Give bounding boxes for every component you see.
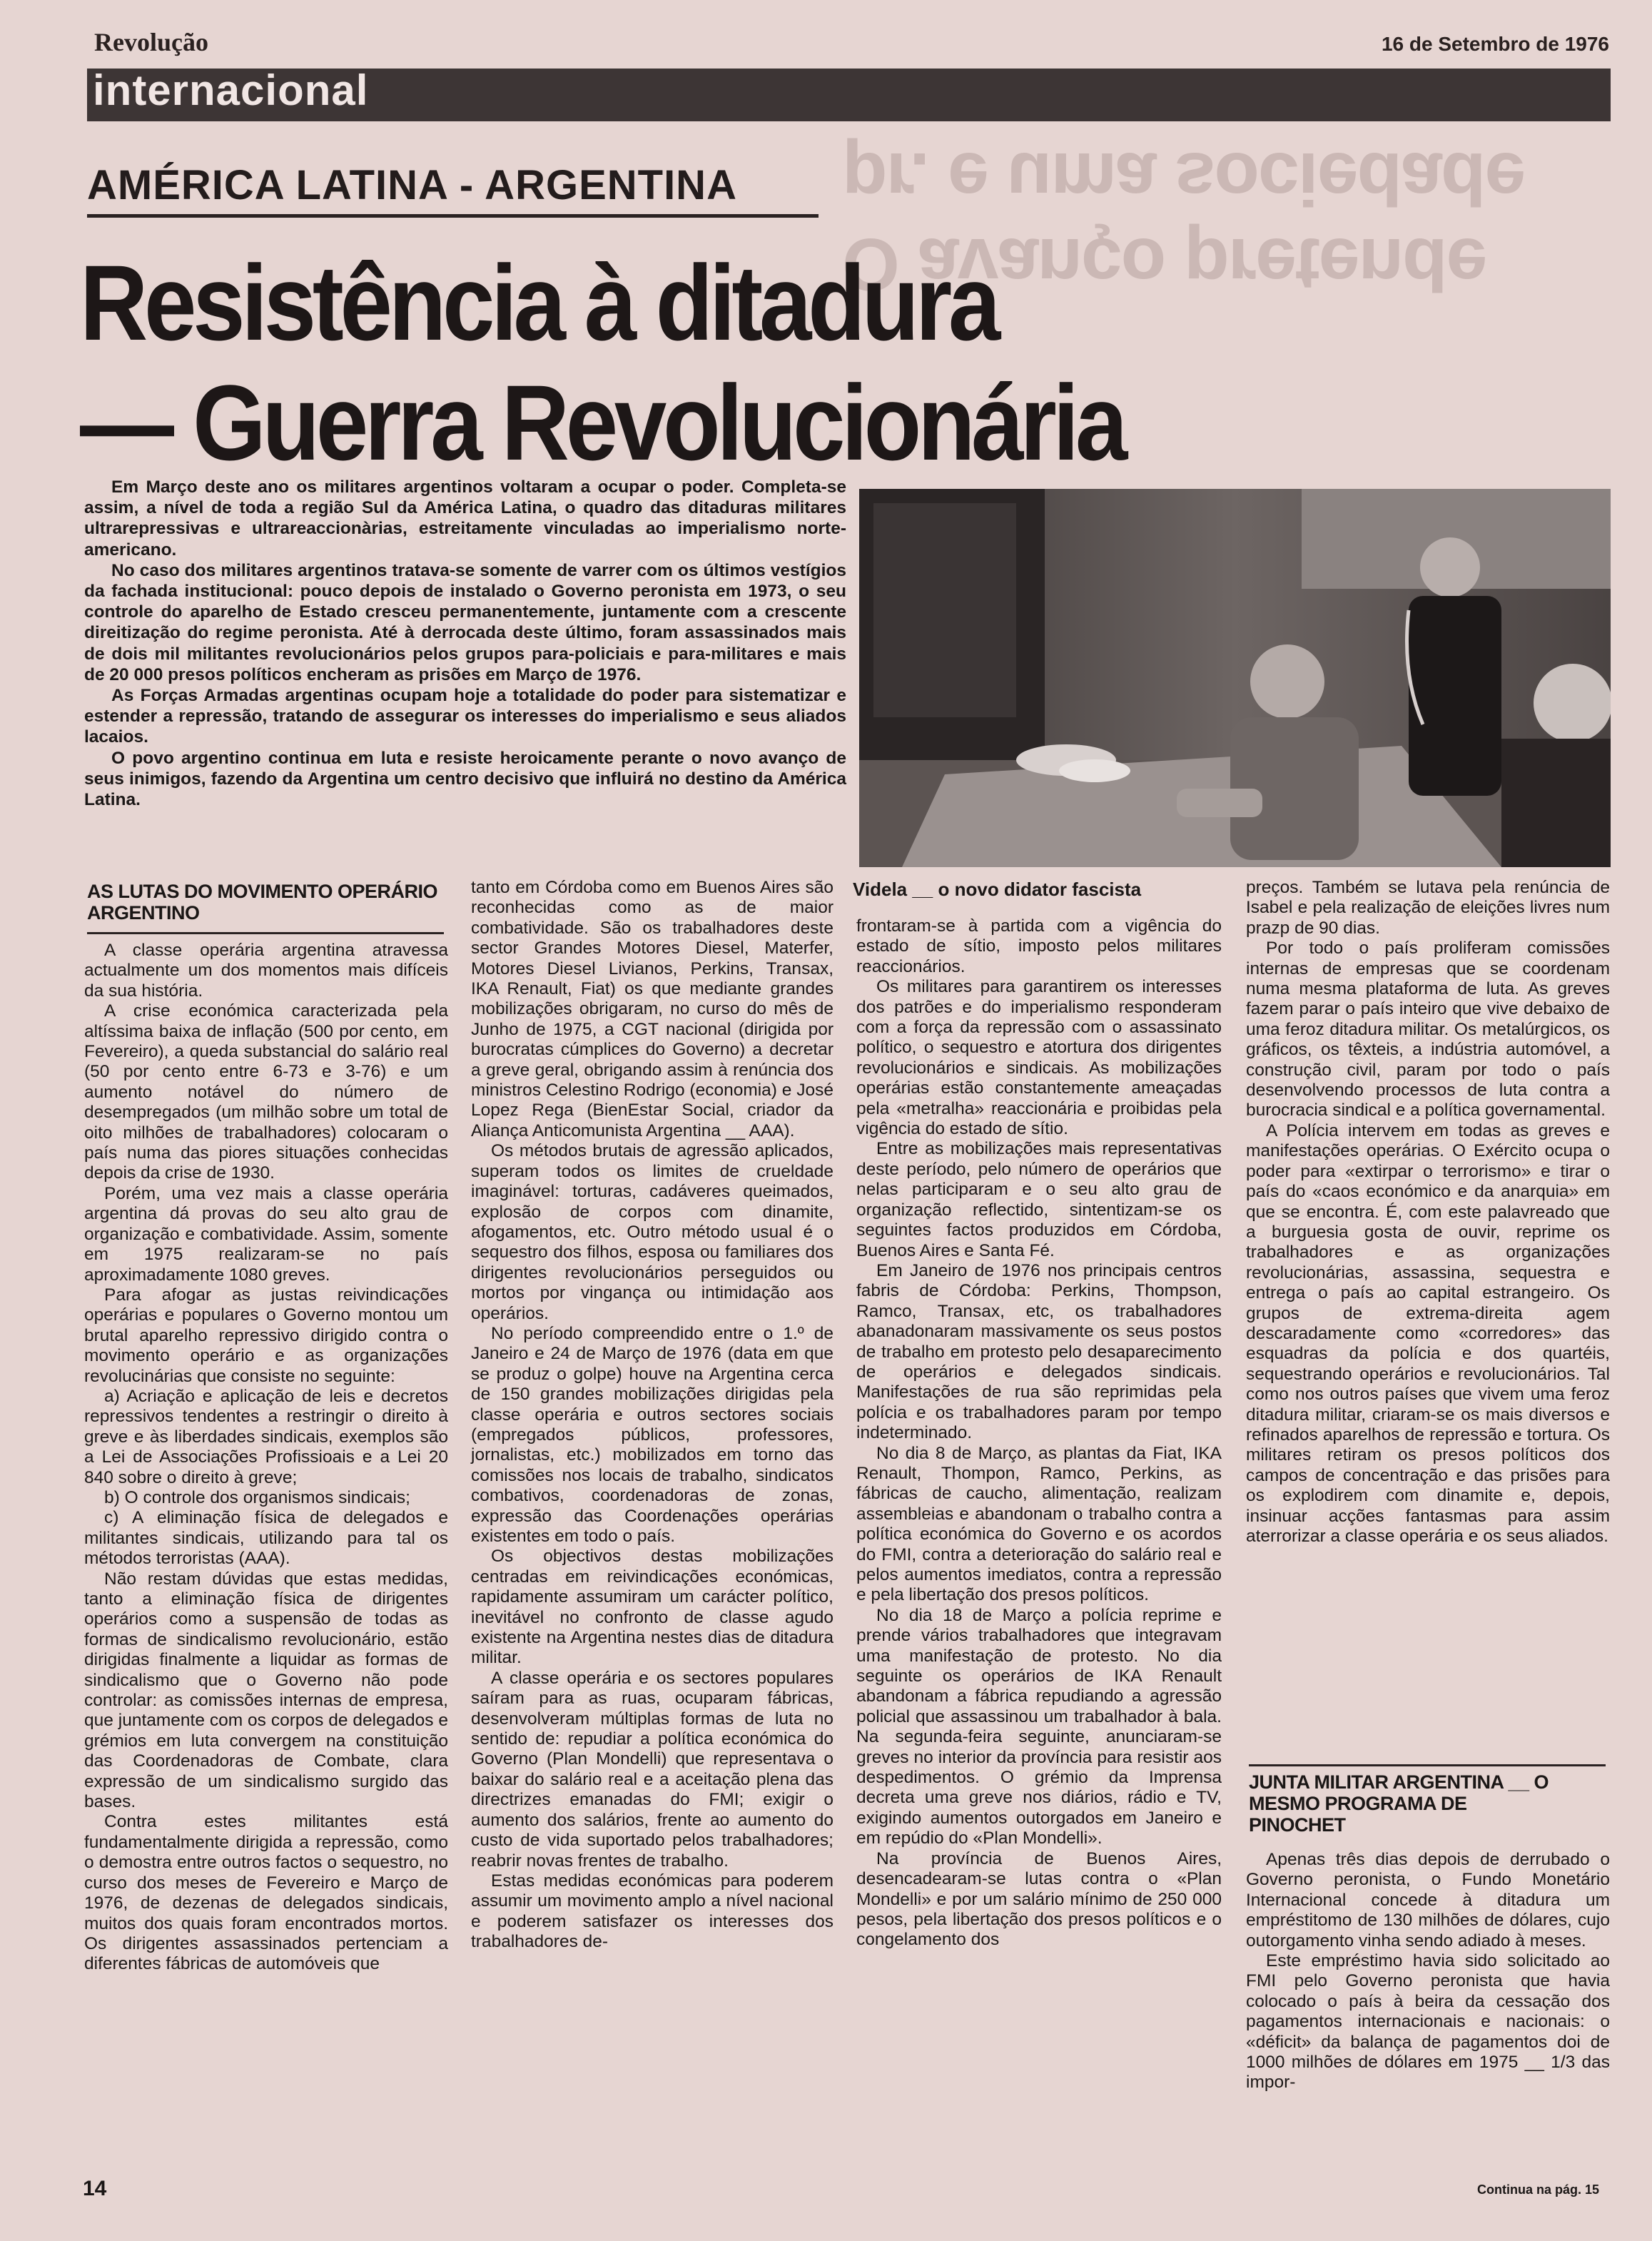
kicker: AMÉRICA LATINA - ARGENTINA [87,162,737,208]
paragraph: c) A eliminação física de delegados e militantes sindicais, utilizando para tal os métodos terroristas (AAA). [84,1508,448,1569]
paragraph: Por todo o país proliferam comissões internas de empresas que se coordenam numa mesma plataforma de luta. As greves fazem parar o país inteiro que vive debaixo de uma feroz ditadura militar. Os metalúrgicos, os gráficos, os têxteis, a indústria automóvel, a construção civil, param por todo o país desenvolvendo processos de luta contra a burocracia sindical e a política governamental. [1246,939,1610,1120]
paragraph: Apenas três dias depois de derrubado o Governo peronista, o Fundo Monetário Internacional concede à ditadura um empréstitomo de 130 milhões de dólares, cujo outorgamento vinha sendo adiado à meses. [1246,1850,1610,1951]
paragraph: A crise económica caracterizada pela altíssima baixa de inflação (500 por cento, em Fevereiro), a queda substancial do salário real (50 por cento entre 6-73 e 3-76) e um aumento notável do número de desempregados (um milhão sobre um total de oito milhões de trabalhadores) colocaram o país numa das piores situações conhecidas depois da crise de 1930. [84,1001,448,1183]
news-photo [859,489,1611,867]
paragraph: Os métodos brutais de agressão aplicados, superam todos os limites de crueldade imaginável: torturas, cadáveres queimados, explosão de corpos com dinamite, afogamentos, etc. Outro método usual é o sequestro dos filhos, esposa ou familiares dos dirigentes revolucionários perseguidos ou mortos por vingança ou intimidação aos operários. [471,1141,833,1323]
paragraph: Em Janeiro de 1976 nos principais centros fabris de Córdoba: Perkins, Thompson, Ramco, Transax, etc, os trabalhadores abanadonaram massivamente os seus postos de trabalho em protesto pelo desaparecimento de operários e delegados sindicais. Manifestações de rua são reprimidas pela polícia e os trabalhadores param por tempo indeterminado. [856,1260,1222,1443]
photo-illustration [859,489,1611,867]
paragraph: Os objectivos destas mobilizações centradas em reivindicações económicas, rapidamente assumiram um carácter político, inevitável no confronto de classe agudo existente na Argentina nestes dias de ditadura militar. [471,1547,833,1668]
paragraph: Contra estes militantes está fundamentalmente dirigida a repressão, como o demostra entre outros factos o sequestro, no curso dos meses de Fevereiro e Março de 1976, de dezenas de delegados sindicais, muitos dos quais foram encontrados mortos. Os dirigentes assassinados pertenciam a diferentes fábricas de automóveis que [84,1812,448,1974]
subhead-movimento-operario: AS LUTAS DO MOVIMENTO OPERÁRIO ARGENTINO [87,881,438,924]
headline-line-1: Resistência à ditadura [80,243,998,363]
paragraph: Os militares para garantirem os interesses dos patrões e do imperialismo responderam com a força da repressão com o assassinato político, o sequestro e atortura dos dirigentes revolucionários e sindicais. As mobilizações operárias estão constantemente ameaçadas pela «metralha» reaccionária e proibidas pela vigência do estado de sítio. [856,977,1222,1139]
lead-paragraph: O povo argentino continua em luta e resiste heroicamente perante o novo avanço de seus inimigos, fazendo da Argentina um centro decisivo que influirá no destino da América Latina. [84,748,846,810]
paragraph: b) O controle dos organismos sindicais; [104,1487,410,1507]
paragraph: tanto em Córdoba como em Buenos Aires são reconhecidas como as de maior combatividade. São os trabalhadores deste sector Grandes Motores Diesel, Materfer, Motores Diesel Livianos, Perkins, Transax, IKA Renault, Fiat) os que mediante grandes mobilizações obrigaram, no curso do mês de Junho de 1975, a CGT nacional (dirigida por burocratas cúmplices do Governo) a decretar a greve geral, obrigando assim à renúncia dos ministros Celestino Rodrigo (economia) e José Lopez Rega (BienEstar Social, criador da Aliança Anticomunista Argentina __ AAA). [471,878,833,1140]
paragraph: No dia 18 de Março a polícia reprime e prende vários trabalhadores que integravam uma manifestação de protesto. No dia seguinte os operários de IKA Renault abandonam a fábrica repudiando a agressão policial que assassinou um trabalhador à bala. Na segunda-feira seguinte, anunciaram-se greves no interior da província para resistir aos despedimentos. O grémio da Imprensa decreta uma greve nos diários, rádio e TV, exigindo aumentos outorgados em Janeiro e em repúdio do «Plan Mondelli». [856,1605,1222,1848]
paragraph: Entre as mobilizações mais representativas deste período, pelo número de operários que nelas participaram e o seu alto grau de organização reflectido, sintentizam-se os seguintes factos produzidos em Córdoba, Buenos Aires e Santa Fé. [856,1139,1222,1260]
paragraph: frontaram-se à partida com a vigência do estado de sítio, imposto pelos militares reaccionários. [856,916,1222,976]
subhead-rule [87,932,444,934]
paragraph: A classe operária argentina atravessa actualmente um dos momentos mais difíceis da sua história. [84,941,448,1001]
paragraph: No período compreendido entre o 1.º de Janeiro e 24 de Março de 1976 (data em que se produz o golpe) houve na Argentina cerca de 150 grandes mobilizações dirigidas pela classe operária e outros sectores sociais (empregados públicos, professores, jornalistas, etc.) mobilizados em torno das comissões nos locais de trabalho, sindicatos combativos, coordenadoras de zonas, expressão das Coordenações operárias existentes em todo o país. [471,1323,833,1546]
lead-paragraph: Em Março deste ano os militares argentinos voltaram a ocupar o poder. Completa-se assim, a nível de toda a região Sul da América Latina, o quadro das ditaduras militares ultrarepressivas e ultrareaccionàrias, estreitamente vinculadas ao imperialismo norte-americano. [84,477,846,560]
paragraph: a) Acriação e aplicação de leis e decretos repressivos tendentes a restringir o direito à greve e às liberdades sindicais, exemplos são a Lei de Associações Profissioais e a Lei 20 840 sobre o direito à greve; [84,1386,448,1487]
kicker-rule [87,214,819,218]
paragraph: Não restam dúvidas que estas medidas, tanto a eliminação física de dirigentes operários como a suspensão de todas as formas de sindicalismo revolucionário, estão dirigidas finalmente a liquidar as formas de sindicalismo que o Governo não pode controlar: as comissões internas de empresa, que juntamente com os corpos de delegados e grémios em luta convergem na constituição das Coordenadoras de Combate, clara expressão de um sindicalismo surgido das bases. [84,1569,448,1812]
paragraph: Este empréstimo havia sido solicitado ao FMI pelo Governo peronista que havia colocado o país à beira da cessação dos pagamentos internacionais e nacionais: o «déficit» da balança de pagamentos doi de 1000 milhões de dólares em 1975 __ 1/3 das impor- [1246,1951,1610,2093]
issue-date: 16 de Setembro de 1976 [1381,33,1609,55]
headline [80,243,1124,482]
paragraph: A classe operária e os sectores populares saíram para as ruas, ocuparam fábricas, desenvolveram múltiplas formas de luta no sentido de: repudiar a política económica do Governo (Plan Mondelli) que representava o baixar do salário real e a aceitação plena das directrizes emanadas do FMI; exigir o aumento dos salários, frente ao aumento do custo de vida suportado pelos trabalhadores; reabrir novas frentes de trabalho. [471,1668,833,1871]
bleed-line-1: O avanço pretende [842,223,1486,305]
paragraph: Para afogar as justas reivindicações operárias e populares o Governo montou um brutal aparelho repressivo dirigido contra o movimento operário e as organizações revolucinárias que consiste no seguinte: [84,1285,448,1386]
column-3 [856,916,1222,1951]
column-1 [84,941,448,1975]
paragraph: Na província de Buenos Aires, desencadearam-se lutas contra o «Plan Mondelli» e por um salário mínimo de 250 000 pesos, pela libertação dos presos políticos e o congelamento dos [856,1848,1222,1950]
column-4 [1246,878,1610,1547]
paragraph: preços. Também se lutava pela renúncia de Isabel e pela realização de eleições livres num prazp de 90 dias. [1246,878,1610,938]
subhead-rule-top [1249,1764,1606,1766]
paragraph: A Polícia intervem em todas as greves e manifestações operárias. O Exército ocupa o poder para «extirpar o terrorismo» e tirar o país do «caos económico e da anarquia» em que se encontra. É, com este palavreado que a burguesia gosta de ouvir, reprime os trabalhadores e as organizações revolucionárias, assassina, sequestra e entrega o país ao capital estrangeiro. Os grupos de extrema-direita agem descaradamente como «corredores» das esquadras da polícia e dos quartéis, sequestrando operários e revolucionários. Tal como nos outros países que vivem uma feroz ditadura militar, criaram-se os mais diversos e refinados aparelhos de repressão e tortura. Os militares retiram os presos políticos dos campos de concentração e das prisões para os explodirem com dinamite e, depois, insinuar acções fantasmas para assim aterrorizar a classe operária e os seus aliados. [1246,1120,1610,1546]
continuation-note: Continua na pág. 15 [1477,2182,1600,2197]
lead-paragraph: As Forças Armadas argentinas ocupam hoje a totalidade do poder para sistematizar e estender a repressão, tratando de assegurar os interesses do imperialismo e seus aliados lacaios. [84,686,846,747]
headline-line-2: — Guerra Revolucionária [80,363,1125,482]
section-label: internacional [93,66,369,114]
paragraph: No dia 8 de Março, as plantas da Fiat, IKA Renault, Thompon, Ramco, Perkins, as fábricas de caucho, alimentação, realizam assembleias e abandonam o trabalho contra a política económica do Governo e os acordos do FMI, contra a deterioração do salário real e pelos aumentos imediatos, contra a repressão e pela libertação dos presos políticos. [856,1443,1222,1605]
subhead-junta-militar: JUNTA MILITAR ARGENTINA __ O MESMO PROGRAMA DE PINOCHET [1249,1771,1549,1836]
paragraph: Estas medidas económicas para poderem assumir um movimento amplo a nível nacional e poderem satisfazer os interesses dos trabalhadores de- [471,1871,833,1952]
paragraph: Porém, uma vez mais a classe operária argentina dá provas do seu alto grau de organização e combatividade. Assim, somente em 1975 realizaram-se no país aproximadamente 1080 greves. [84,1183,448,1285]
lead-paragraphs [84,477,846,810]
column-2 [471,878,833,1953]
bleed-line-2: pr. e uma sociedade [842,137,1525,220]
column-4-continued [1246,1850,1610,2093]
photo-caption: Videla __ o novo didator fascista [853,879,1142,900]
page-number: 14 [83,2177,107,2200]
publication-title: Revolução [94,28,208,56]
lead-paragraph: No caso dos militares argentinos tratava-se somente de varrer com os últimos vestígios da fachada institucional: pouco depois de instalado o Governo peronista em 1973, o seu controle do aparelho de Estado cresceu permanentemente, juntamente com a crescente direitização do regime peronista. Até à derrocada deste último, foram assassinados mais de dois mil militantes revolucionários pelos grupos para-policiais e para-militares e mais de 20 000 presos políticos encheram as prisões em Março de 1976. [84,560,846,684]
